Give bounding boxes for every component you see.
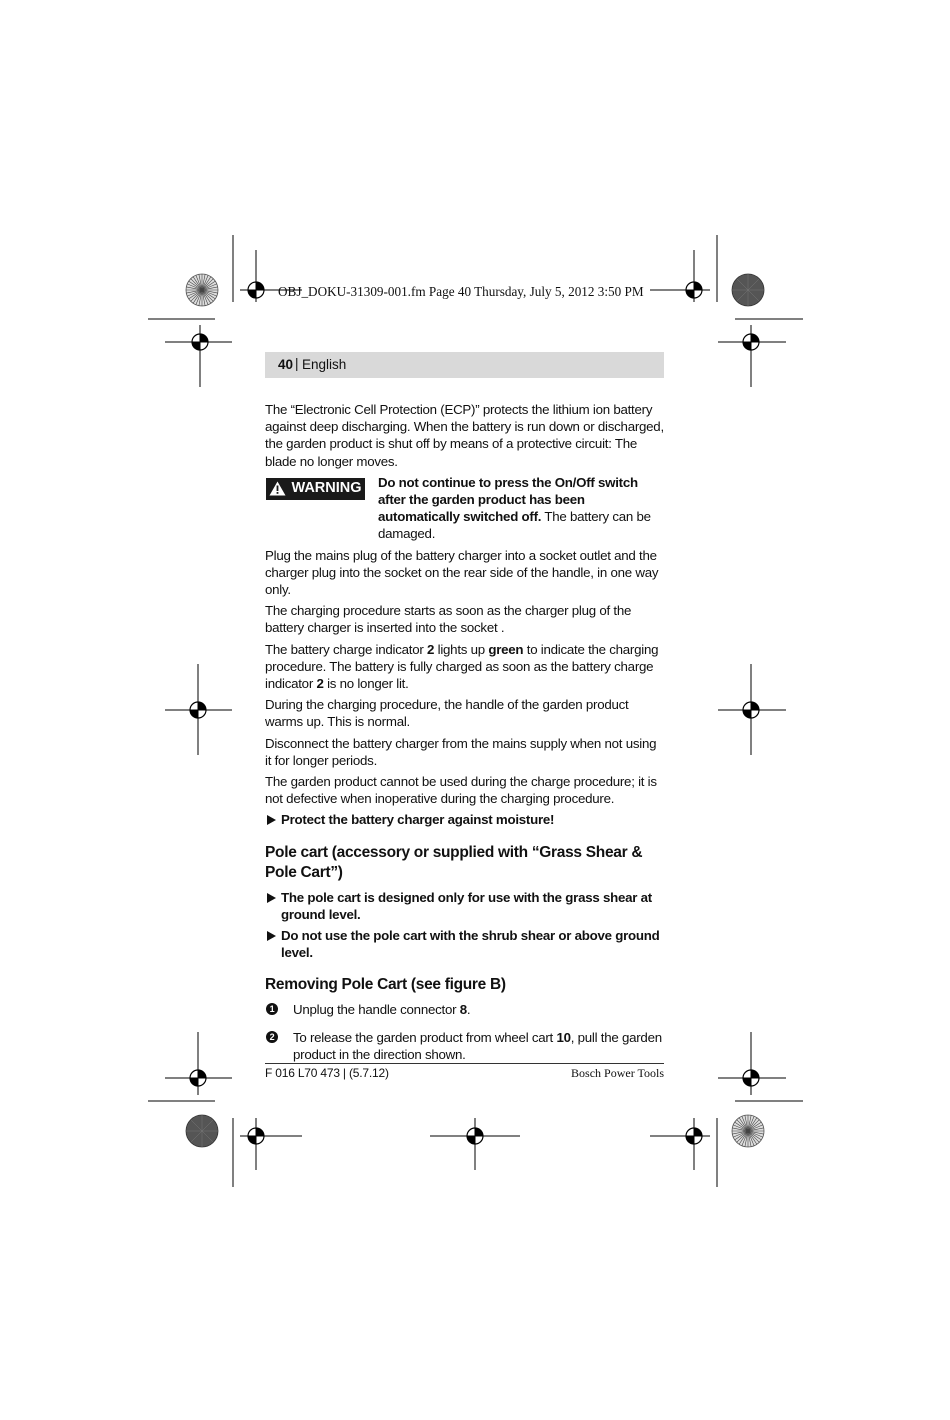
bullet-arrow-icon xyxy=(267,893,276,903)
bullet-text: Protect the battery charger against moisture! xyxy=(281,812,555,828)
text-run: The battery charge indicator xyxy=(265,641,428,657)
warning-bold-text: Do not continue to press the On/Off switch after the garden product has been automatically switched off. xyxy=(378,474,638,525)
text-run: is no longer lit. xyxy=(323,676,409,692)
heading-pole-cart: Pole cart (accessory or supplied with “Grass Shear & Pole Cart”) xyxy=(265,843,643,881)
step-number-badge: 2 xyxy=(266,1031,278,1043)
page-body xyxy=(265,401,665,1073)
warning-label: WARNING xyxy=(291,480,362,497)
step-2 xyxy=(265,1029,665,1063)
page-header xyxy=(265,352,664,378)
text-run: . xyxy=(466,1002,471,1018)
paragraph-charge-indicator xyxy=(265,641,665,693)
bullet-moisture xyxy=(265,811,665,828)
warning-rest-text: The battery can be damaged. xyxy=(378,509,651,542)
heading-removing-pole-cart: Removing Pole Cart (see figure B) xyxy=(265,976,506,994)
text-run: , pull the garden product in the direction shown. xyxy=(293,1029,662,1062)
paragraph-ecp: The “Electronic Cell Protection (ECP)” protects the lithium ion battery against deep discharging. When the battery is run down or discharged, the garden product is shut off by means of a protective circuit: The blade no longer moves. xyxy=(265,402,664,469)
ref-number: 10 xyxy=(556,1029,571,1045)
ref-number: 2 xyxy=(427,641,435,657)
text-run: To release the garden product from wheel cart xyxy=(293,1029,557,1045)
emphasis-green: green xyxy=(488,641,524,657)
bullet-arrow-icon xyxy=(267,931,276,941)
footer-doc-number: F 016 L70 473 | (5.7.12) xyxy=(265,1066,389,1080)
bullet-pole-cart-shrub xyxy=(265,927,665,961)
ref-number: 2 xyxy=(316,676,324,692)
warning-icon xyxy=(269,481,286,496)
step-1 xyxy=(265,1001,665,1018)
warning-block xyxy=(265,474,665,543)
paragraph-plug: Plug the mains plug of the battery charger into a socket outlet and the charger plug into the socket on the rear side of the handle, in one way only. xyxy=(265,547,659,598)
page-language: English xyxy=(302,357,347,372)
warning-text xyxy=(378,474,665,543)
footer-rule xyxy=(265,1063,664,1064)
text-run: Unplug the handle connector xyxy=(293,1002,460,1018)
bullet-pole-cart-use xyxy=(265,889,665,923)
ref-number: 8 xyxy=(459,1002,467,1018)
print-slug: OBJ_DOKU-31309-001.fm Page 40 Thursday, July 5, 2012 3:50 PM xyxy=(278,284,644,299)
paragraph-not-defective: The garden product cannot be used during the charge procedure; it is not defective when inoperative during the charging procedure. xyxy=(265,774,657,807)
bullet-arrow-icon xyxy=(267,815,276,825)
bullet-text: The pole cart is designed only for use with the grass shear at ground level. xyxy=(281,889,652,922)
paragraph-handle-warms: During the charging procedure, the handle of the garden product warms up. This is normal. xyxy=(265,697,629,730)
text-run: lights up xyxy=(434,641,489,657)
text-run: to indicate the charging procedure. The battery is fully charged as soon as the battery charge indicator xyxy=(265,641,659,692)
step-number-badge: 1 xyxy=(266,1003,278,1015)
paragraph-disconnect: Disconnect the battery charger from the mains supply when not using it for longer periods. xyxy=(265,735,657,768)
warning-badge xyxy=(266,478,365,500)
footer-brand: Bosch Power Tools xyxy=(571,1066,664,1080)
paragraph-charging-start: The charging procedure starts as soon as the charger plug of the battery charger is inserted into the socket . xyxy=(265,603,632,636)
bullet-text: Do not use the pole cart with the shrub shear or above ground level. xyxy=(281,928,660,961)
header-separator: | xyxy=(295,356,299,371)
page-number: 40 xyxy=(278,357,294,372)
